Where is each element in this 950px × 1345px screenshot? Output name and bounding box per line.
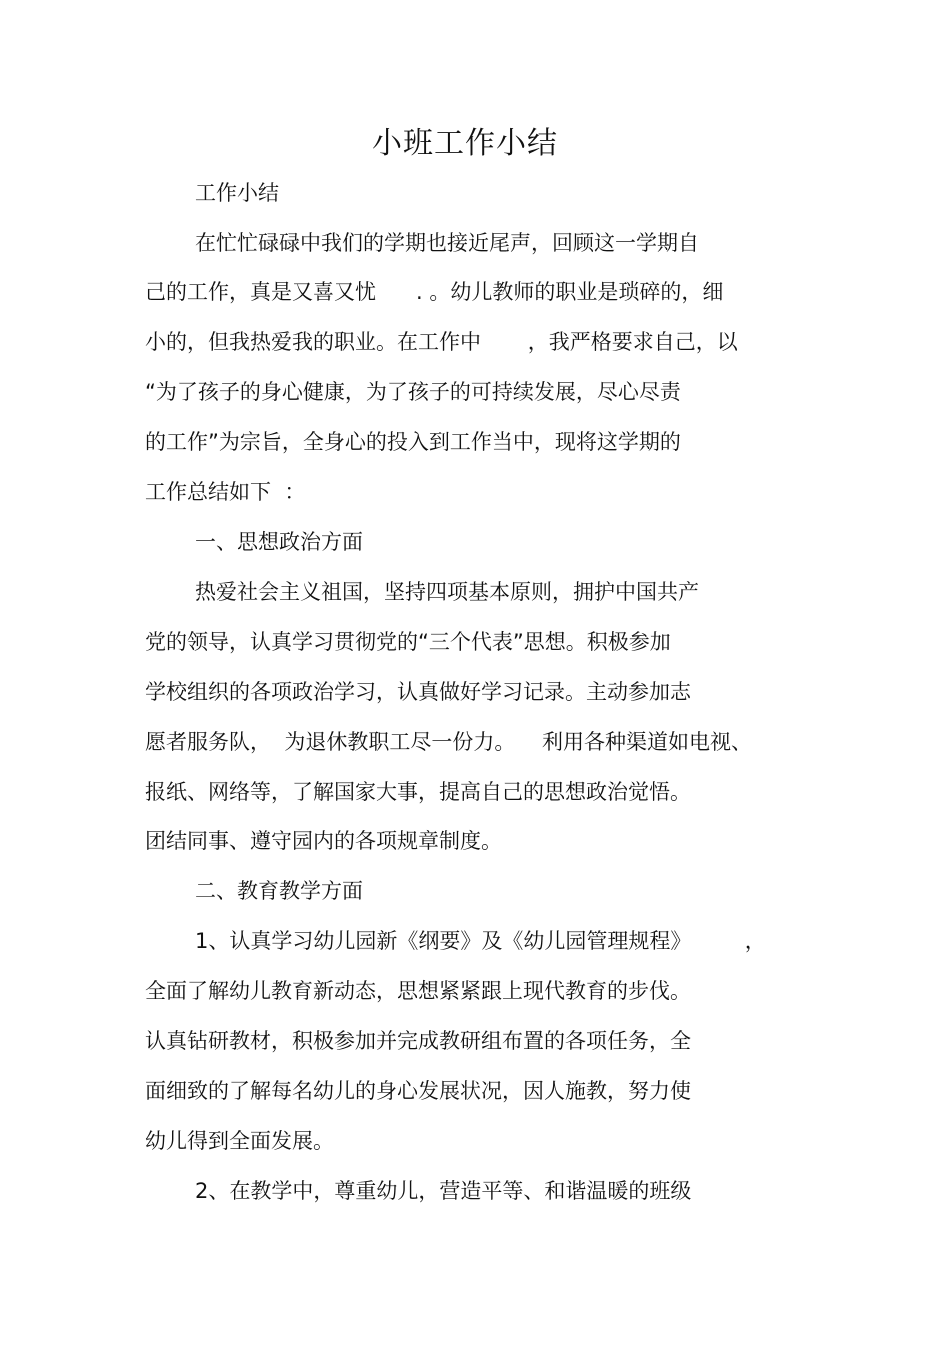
subtitle-line: 工作小结 <box>195 181 279 205</box>
paragraph-line: 愿者服务队， 为退休教职工尽一份力。 利用各种渠道如电视、 <box>145 730 753 754</box>
section-heading: 二、教育教学方面 <box>195 879 363 903</box>
paragraph-line: 1、认真学习幼儿园新《纲要》及《幼儿园管理规程》 ， <box>195 929 766 953</box>
section-heading: 一、思想政治方面 <box>195 530 363 554</box>
paragraph-line: 己的工作，真是又喜又忧 . 。幼儿教师的职业是琐碎的，细 <box>145 280 724 304</box>
paragraph-line: 学校组织的各项政治学习，认真做好学习记录。主动参加志 <box>145 680 691 704</box>
paragraph-line: 面细致的了解每名幼儿的身心发展状况，因人施教，努力使 <box>145 1079 691 1103</box>
paragraph-line: 团结同事、遵守园内的各项规章制度。 <box>145 829 502 853</box>
paragraph-line: 党的领导，认真学习贯彻党的“三个代表”思想。积极参加 <box>145 630 671 654</box>
paragraph-line: 认真钻研教材，积极参加并完成教研组布置的各项任务，全 <box>145 1029 691 1053</box>
paragraph-line: 2、在教学中，尊重幼儿，营造平等、和谐温暖的班级 <box>195 1179 692 1203</box>
paragraph-line: 热爱社会主义祖国，坚持四项基本原则，拥护中国共产 <box>195 580 699 604</box>
paragraph-line: “为了孩子的身心健康，为了孩子的可持续发展，尽心尽责 <box>145 380 681 404</box>
paragraph-line: 工作总结如下 ： <box>145 480 306 504</box>
paragraph-line: 小的，但我热爱我的职业。在工作中 ，我严格要求自己，以 <box>145 330 738 354</box>
paragraph-line: 在忙忙碌碌中我们的学期也接近尾声，回顾这一学期自 <box>195 231 699 255</box>
paragraph-line: 报纸、网络等，了解国家大事，提高自己的思想政治觉悟。 <box>145 780 691 804</box>
paragraph-line: 幼儿得到全面发展。 <box>145 1129 334 1153</box>
paragraph-line: 的工作”为宗旨，全身心的投入到工作当中，现将这学期的 <box>145 430 681 454</box>
document-title: 小班工作小结 <box>372 126 558 161</box>
paragraph-line: 全面了解幼儿教育新动态，思想紧紧跟上现代教育的步伐。 <box>145 979 691 1003</box>
